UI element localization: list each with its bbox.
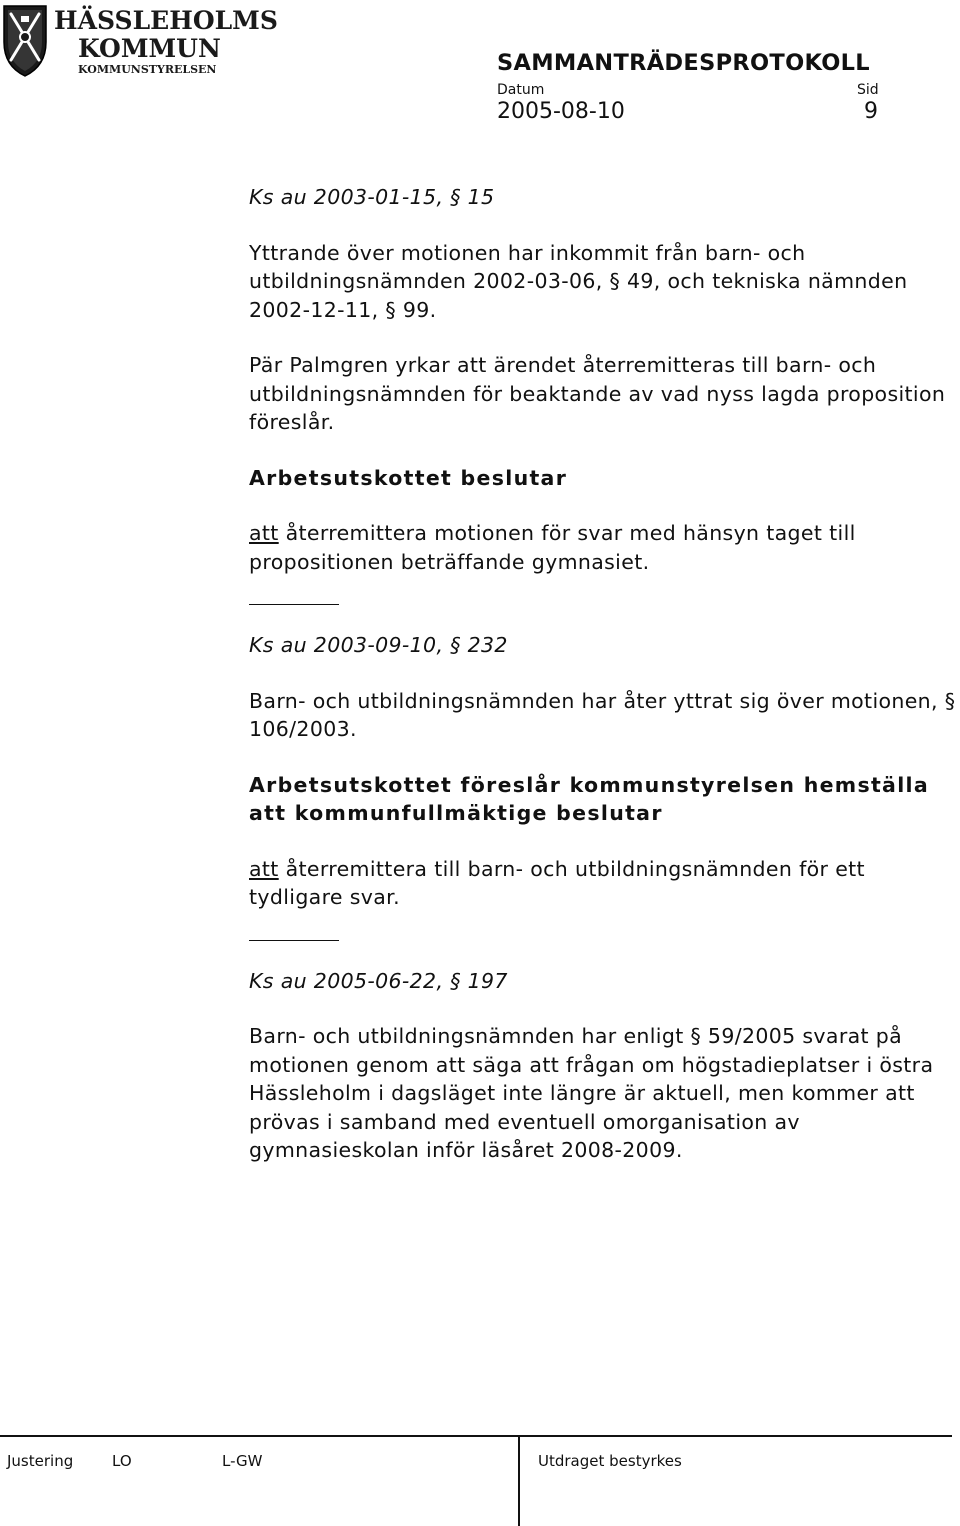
coat-of-arms-logo <box>2 2 278 78</box>
justering-signature-1: LO <box>112 1452 132 1470</box>
utdraget-bestyrkes-label: Utdraget bestyrkes <box>538 1452 682 1470</box>
section1-reference: Ks au 2003-01-15, § 15 <box>249 185 495 209</box>
section2-decision-att: att <box>249 856 279 881</box>
justering-signature-2: L-GW <box>222 1452 263 1470</box>
section1-decision-att: att <box>249 521 279 545</box>
section-divider <box>249 940 339 941</box>
document-date: 2005-08-10 <box>497 99 625 124</box>
section3-paragraph1: Barn- och utbildningsnämnden har enligt § 59/2005 svarat på motionen genom att säga att frågan om högstadieplatser i östra Hässleholm i dagsläget inte längre är aktuell, men kommer att prövas i samband med eventuell omorganisation av gymnasieskolan inför läsåret 2008-2009. <box>249 1024 934 1162</box>
section2-reference: Ks au 2003-09-10, § 232 <box>249 633 508 657</box>
section1-heading: Arbetsutskottet beslutar <box>249 465 568 490</box>
sid-label: Sid <box>857 82 879 98</box>
section1-decision-text: återremittera motionen för svar med hänsyn taget till propositionen beträffande gymnasiet. <box>249 521 856 574</box>
section2-paragraph1: Barn- och utbildningsnämnden har åter yttrat sig över motionen, § 106/2003. <box>249 688 956 741</box>
document-title: SAMMANTRÄDESPROTOKOLL <box>497 50 870 76</box>
section2-decision-text: återremittera till barn- och utbildningsnämnden för ett tydligare svar. <box>249 856 865 909</box>
justering-label: Justering <box>7 1452 74 1470</box>
page-number: 9 <box>864 99 878 124</box>
section2-heading: Arbetsutskottet föreslår kommunstyrelsen hemställa att kommunfullmäktige beslutar <box>249 772 929 825</box>
protocol-body <box>249 183 957 1192</box>
section1-paragraph1: Yttrande över motionen har inkommit från barn- och utbildningsnämnden 2002-03-06, § 49, och tekniska nämnden 2002-12-11, § 99. <box>249 240 908 322</box>
logo-line2: KOMMUN <box>78 34 221 63</box>
section1-paragraph2: Pär Palmgren yrkar att ärendet återremitteras till barn- och utbildningsnämnden för beaktande av vad nyss lagda proposition föreslår. <box>249 353 946 434</box>
footer-divider <box>518 1435 520 1526</box>
section3-reference: Ks au 2005-06-22, § 197 <box>249 968 508 993</box>
section-divider <box>249 604 339 605</box>
section1-decision <box>249 519 957 576</box>
section2-decision <box>249 855 957 912</box>
datum-label: Datum <box>497 82 545 98</box>
logo-line3: KOMMUNSTYRELSEN <box>78 63 217 76</box>
municipality-logo <box>2 2 278 78</box>
logo-line1: HÄSSLEHOLMS <box>54 6 278 35</box>
footer-rule <box>0 1435 952 1437</box>
